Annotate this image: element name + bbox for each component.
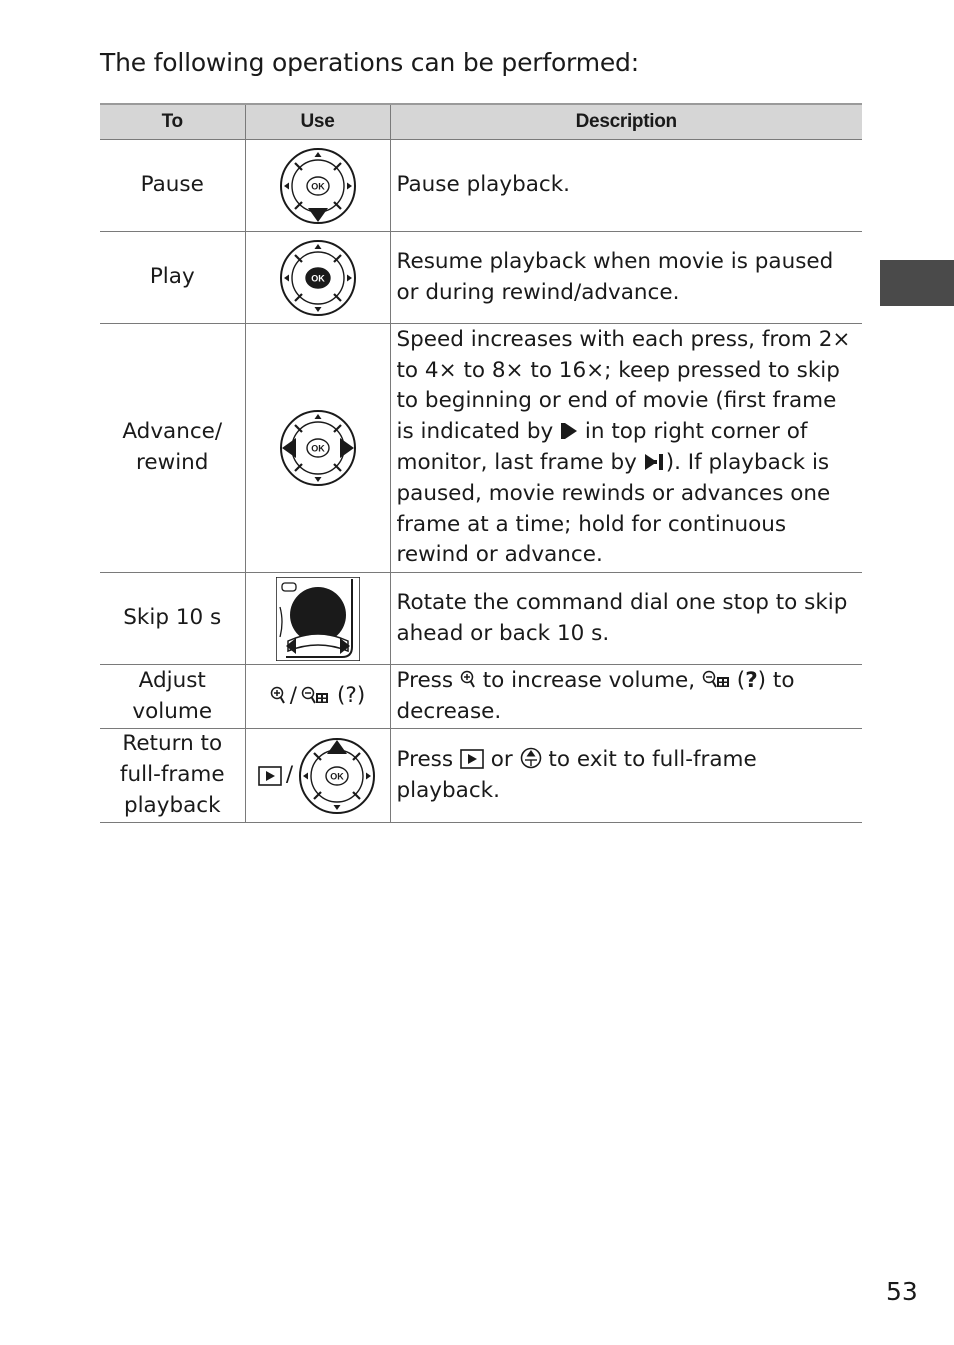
to-cell: Play [100,232,245,324]
desc-text: or [483,746,520,772]
first-frame-icon [560,421,578,441]
to-cell: Pause [100,140,245,232]
multi-selector-up-small-icon [520,747,542,769]
use-cell [245,140,390,232]
help-button-label: (?) [337,683,366,709]
table-row-pause [100,140,862,232]
page-number: 53 [886,1277,918,1306]
desc-text: Speed increases with each press, from 2× to 4× to 8× to 16×; keep pressed to skip to beginning or end of movie (first frame is indicated by [396,326,851,445]
last-frame-icon [644,452,666,472]
table-row-advance-rewind [100,324,862,573]
chapter-side-tab [880,260,954,306]
header-to: To [100,104,245,140]
to-line: full-frame [119,762,225,788]
multi-selector-down-icon [278,146,358,226]
playback-button-icon [258,766,282,786]
table-row-skip [100,573,862,665]
to-cell [100,729,245,823]
to-line: volume [132,698,213,724]
desc-text: ). If playback is paused, movie rewinds or advances one frame at a time; hold for continuous rewind or advance. [396,450,831,568]
ok-label: OK [310,273,325,283]
header-use: Use [245,104,390,140]
ok-label: OK [310,443,325,454]
description-cell [390,324,862,573]
help-glyph: ? [745,667,758,693]
desc-text: Press [396,746,460,772]
zoom-in-icon [270,686,286,706]
zoom-out-thumbnail-icon [301,686,329,706]
zoom-out-thumbnail-icon [702,670,730,690]
to-line: playback [123,792,221,818]
slash: / [289,683,298,709]
command-dial-icon [276,577,360,661]
use-cell [245,729,390,823]
to-line: Adjust [138,667,206,693]
to-cell [100,665,245,729]
use-cell [245,665,390,729]
header-description: Description [390,104,862,140]
to-line: Return to [122,731,223,757]
return-controls [246,736,390,816]
desc-text: to increase volume, [475,667,702,693]
description-cell: Resume playback when movie is paused or during rewind/advance. [390,232,862,324]
use-cell [245,324,390,573]
table-row-play [100,232,862,324]
ok-label: OK [310,181,325,191]
zoom-in-icon [460,670,476,690]
use-cell [245,573,390,665]
desc-text: Press [396,667,460,693]
use-cell [245,232,390,324]
desc-text: to exit to full-frame playback. [396,746,757,803]
to-cell: Skip 10 s [100,573,245,665]
desc-text: ) to decrease. [396,667,795,724]
intro-text: The following operations can be performed: [100,48,639,77]
slash: / [285,762,294,788]
multi-selector-left-right-icon [278,408,358,488]
desc-text: in top right corner of monitor, last frame by [396,419,808,475]
multi-selector-ok-icon [278,238,358,318]
description-cell: Pause playback. [390,140,862,232]
to-cell [100,324,245,573]
table-row-return [100,729,862,823]
volume-buttons [246,681,390,712]
table-row-volume [100,665,862,729]
description-cell [390,729,862,823]
multi-selector-up-icon [297,736,377,816]
description-cell [390,665,862,729]
playback-button-icon [460,749,484,769]
table-header-row [100,104,862,140]
to-line: Advance/ [122,419,223,445]
desc-text: ( [729,667,746,693]
operations-table [100,103,862,823]
description-cell: Rotate the command dial one stop to skip ahead or back 10 s. [390,573,862,665]
to-line: rewind [136,450,209,475]
ok-label: OK [330,771,344,781]
